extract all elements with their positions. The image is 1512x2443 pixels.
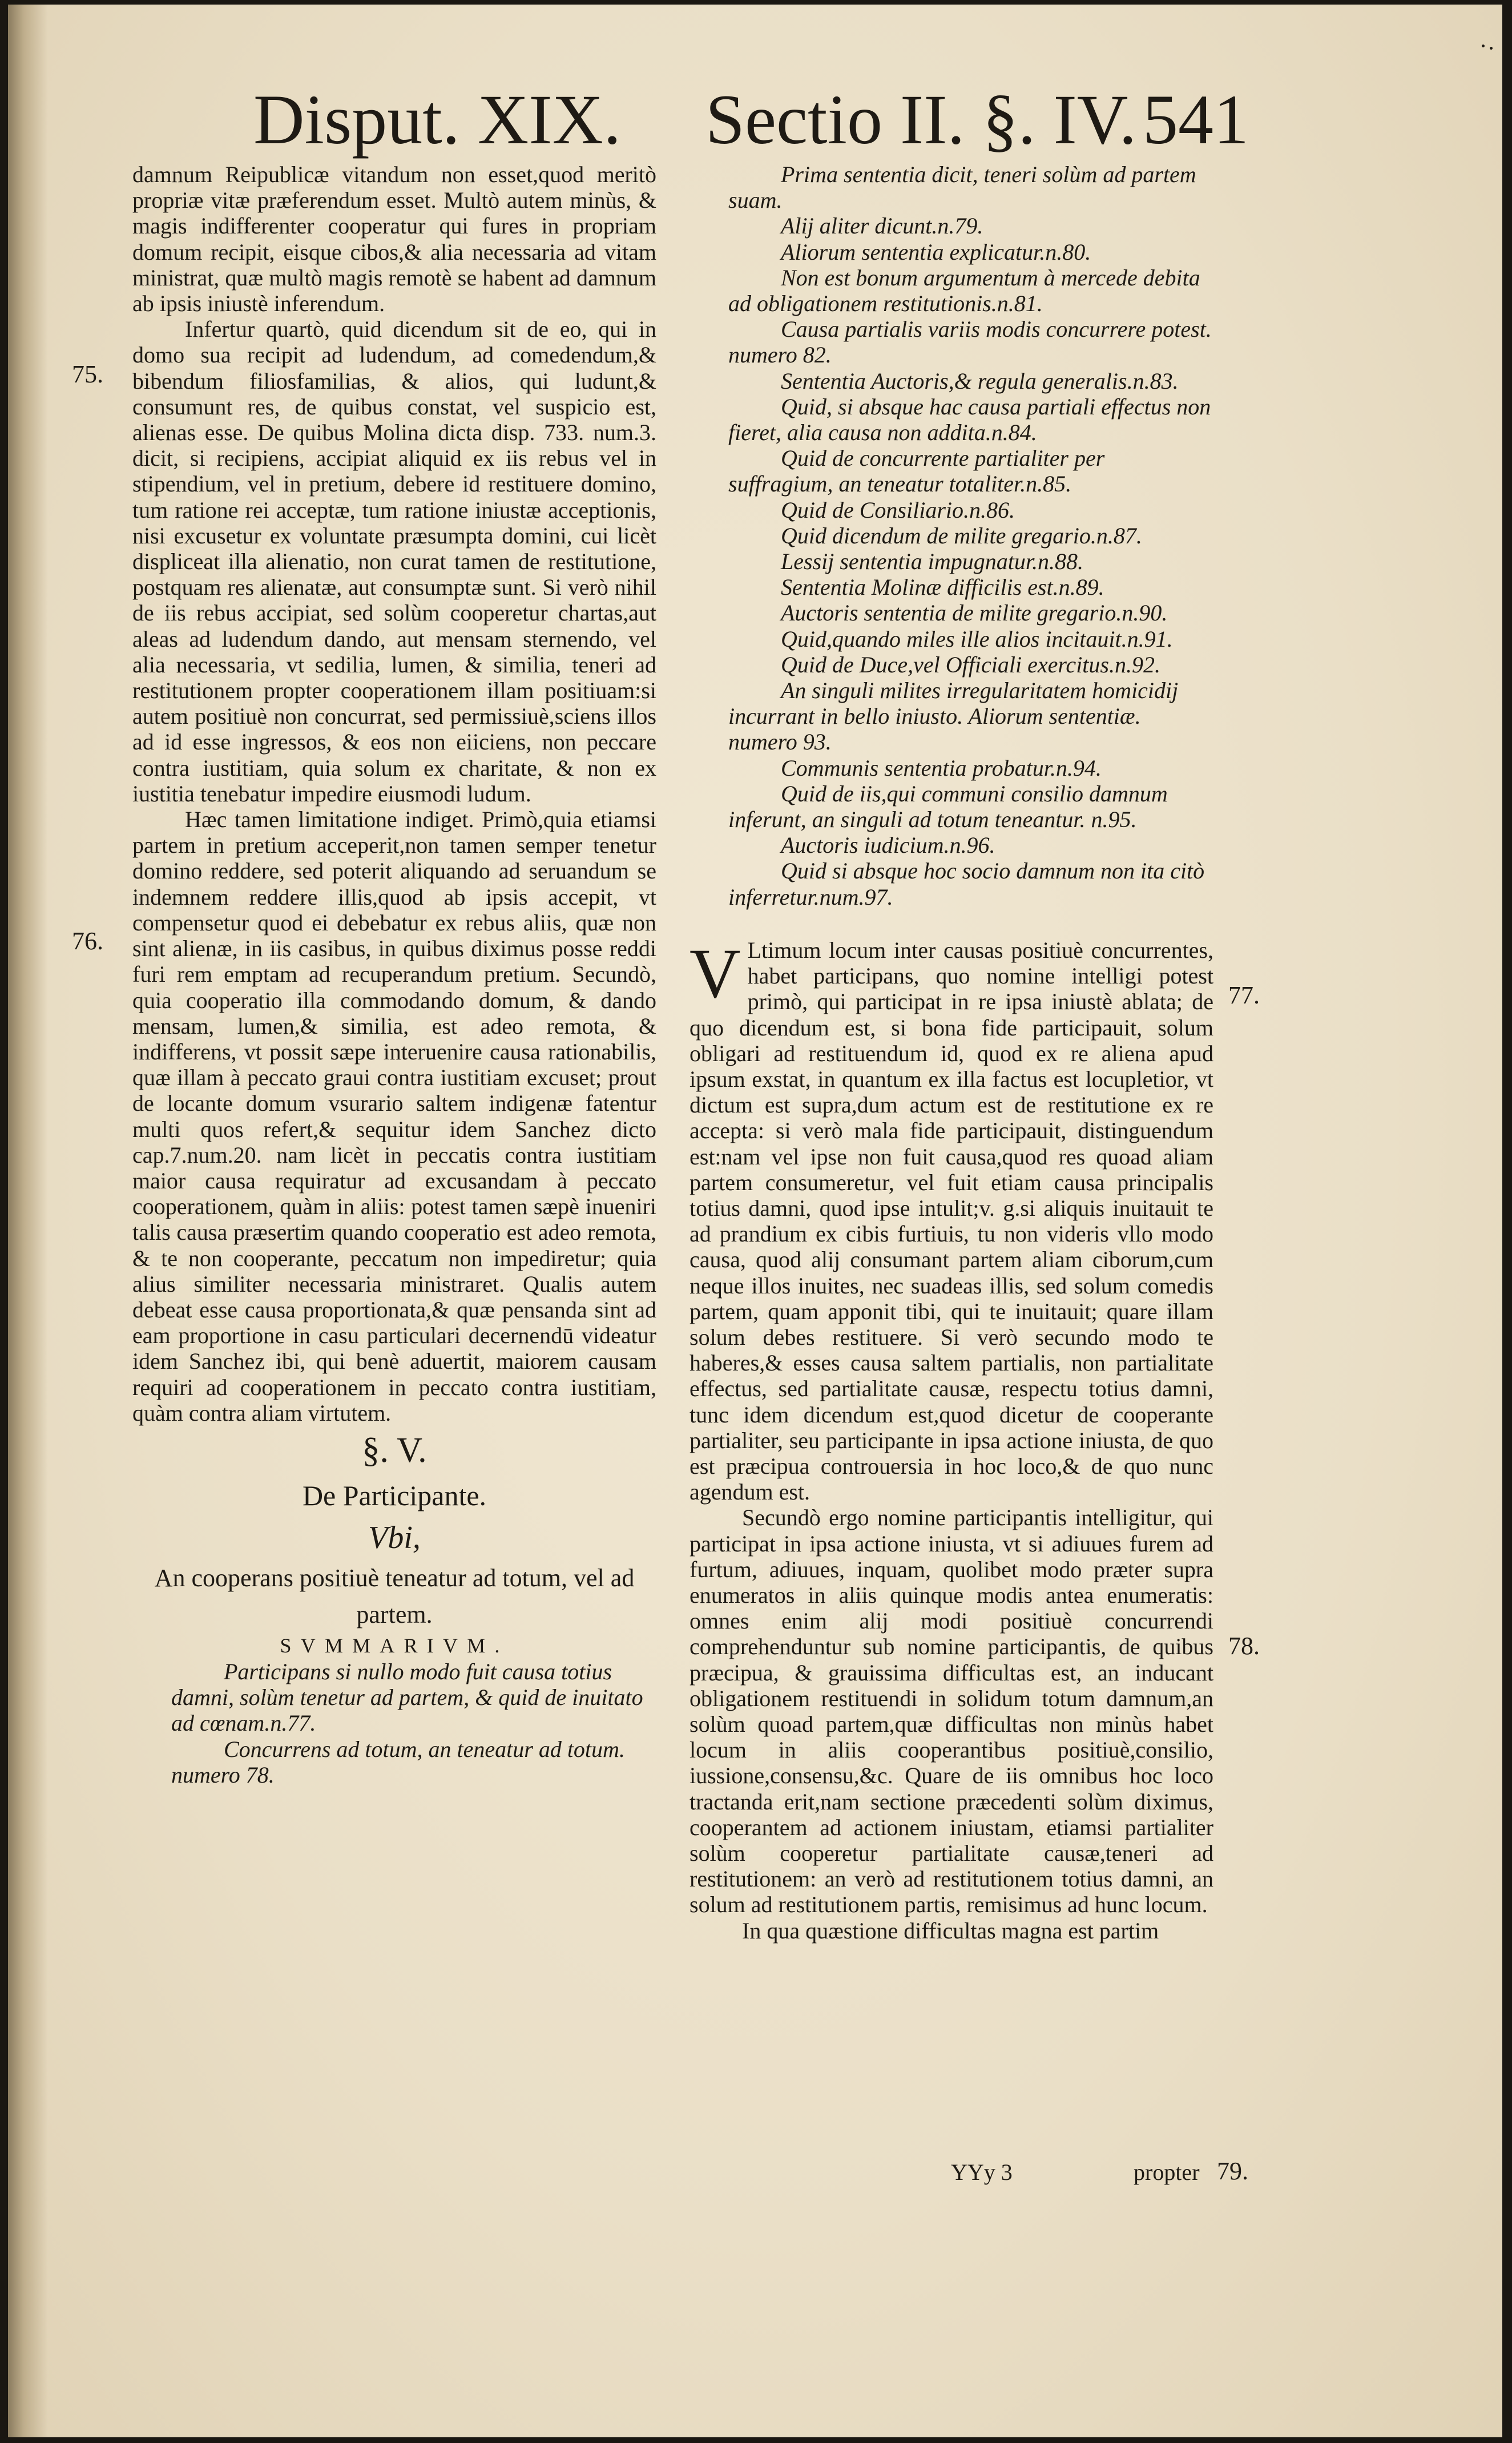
margin-number-75: 75.	[72, 360, 103, 388]
paragraph-76: Hæc tamen limitatione indiget. Primò,quia etiamsi partem in pretium acceperit,non tamen semper tenetur domino reddere, sed poterit aliquando ad seruandum se indemnem reddere illis,quod ab ipsis accepit, vt compensetur quod ei debebatur ex rebus aliis, quæ non sint alienæ, in iis casibus, in quibus diximus posse reddi furi rem emptam ad recuperandum pretium. Secundò, quia cooperatio illa commodando domum, & dando mensam, lumen,& similia, est adeo remota, & indifferens, vt possit sæpe interuenire causa rationabilis, quæ illam à peccato graui contra iustitiam excuset; prout de locante domum vsurario saltem indigenæ fatentur multi quos refert,& sequitur idem Sanchez dicto cap.7.num.20. nam licèt in peccatis contra iustitiam maior causa requiratur ad excusandam à peccato cooperationem, quàm in aliis: potest tamen sæpè inueniri talis causa præsertim quando cooperatio est adeo remota, & te non cooperante, peccatum non impediretur; quia alius similiter necessaria ministraret. Qualis autem debeat esse causa proportionata,& quæ pensanda sint ad eam proportione in casu particulari decernendū videatur idem Sanchez ibi, qui benè aduertit, maiorem causam requiri ad cooperationem in peccato contra iustitiam, quàm contra aliam virtutem.	[132, 807, 656, 1426]
vbi-heading: Vbi,	[368, 1519, 421, 1555]
drop-cap: V	[690, 934, 741, 1013]
summary-item: Quid,quando miles ille alios incitauit.n.91.	[781, 626, 1173, 652]
margin-number-76: 76.	[72, 927, 103, 955]
summary-item: Aliorum sententia explicatur.n.80.	[781, 239, 1091, 265]
margin-number-77: 77.	[1228, 981, 1260, 1009]
right-column	[690, 162, 1213, 1944]
summary-item: Prima sententia dicit, teneri solùm ad partem suam.	[728, 162, 1196, 213]
catchword: propter	[1134, 2159, 1200, 2185]
binding-gutter	[8, 5, 48, 2437]
summary-item: Causa partialis variis modis concurrere potest. numero 82.	[728, 316, 1212, 368]
summary-item: Auctoris sententia de milite gregario.n.90.	[781, 600, 1168, 626]
margin-number-79: 79.	[1217, 2157, 1248, 2185]
summary-item: Quid de Consiliario.n.86.	[781, 497, 1015, 523]
summarium-heading: SVMMARIVM.	[280, 1634, 509, 1657]
edge-speck	[1482, 45, 1485, 47]
summary-item: Sententia Auctoris,& regula generalis.n.83.	[781, 368, 1179, 394]
page-number: 541	[1143, 80, 1249, 159]
section-mark: §. V.	[362, 1430, 427, 1470]
summary-item: Participans si nullo modo fuit causa totius damni, solùm tenetur ad partem, & quid de inuitato ad cœnam.n.77.	[171, 1658, 643, 1736]
paragraph-77	[690, 934, 1213, 1505]
summary-item: Quid de concurrente partialiter per suffragium, an teneatur totaliter.n.85.	[728, 445, 1105, 497]
summary-item: Quid de Duce,vel Officiali exercitus.n.92.	[781, 651, 1160, 678]
summary-item: Non est bonum argumentum à mercede debita ad obligationem restitutionis.n.81.	[728, 264, 1200, 317]
margin-number-78: 78.	[1228, 1632, 1260, 1660]
summary-item: Concurrens ad totum, an teneatur ad totum. numero 78.	[171, 1736, 625, 1788]
left-column	[132, 162, 656, 1788]
running-head-right: Sectio II. §. IV.	[705, 80, 1137, 159]
summary-item: Alij aliter dicunt.n.79.	[781, 213, 983, 239]
summary-item: Quid dicendum de milite gregario.n.87.	[781, 522, 1142, 549]
summary-item: Lessij sententia impugnatur.n.88.	[781, 549, 1084, 575]
summary-item: Quid de iis,qui communi consilio damnum inferunt, an singuli ad totum teneantur. n.95.	[728, 780, 1168, 833]
section-title: De Participante.	[302, 1479, 487, 1511]
signature-mark: YYy 3	[951, 2159, 1013, 2185]
paragraph-79: In qua quæstione difficultas magna est partim	[742, 1917, 1159, 1944]
summary-item: An singuli milites irregularitatem homicidij incurrant in bello iniusto. Aliorum sententiæ. numero 93.	[728, 678, 1179, 755]
summary-item: Quid, si absque hac causa partiali effectus non fieret, alia causa non addita.n.84.	[728, 393, 1211, 446]
paragraph-78: Secundò ergo nomine participantis intelligitur, qui participat in ipsa actione iniusta, vt si adiuues furem ad furtum, adiuues, inquam, quolibet modo præter supra enumeratos in aliis quinque modis antea enumeratis: omnes enim alij modi positiuè concurrendi comprehenduntur sub nomine participantis, de quibus præcipua, & grauissima difficultas est, an inducant obligationem restituendi in solidum totum damnum,an solùm quoad partem,quæ difficultas non minùs habet locum in aliis cooperantibus positiuè,consilio, iussione,consensu,&c. Quare de iis omnibus hoc loco tractanda erit,nam sectione præcedenti solùm diximus, cooperantem ad actionem iniustam, etiamsi partialiter solùm cooperetur partialitate causæ,teneri ad restitutionem: an verò ad restitutionem totius damni, an solum ad restitutionem partis, remisimus ad hunc locum.	[690, 1505, 1213, 1918]
paragraph: damnum Reipublicæ vitandum non esset,quod meritò propriæ vitæ præferendum esset. Multò autem minùs, & magis indifferenter cooperatur qui fures in propriam domum recipit, eisque cibos,& alia necessaria ad vitam ministrat, quæ multò magis remotè se habent ad damnum ab ipsis iniustè inferendum.	[132, 162, 656, 317]
book-page	[8, 5, 1502, 2437]
paragraph-77-text: Ltimum locum inter causas positiuè concurrentes, habet participans, quo nomine intelligi potest primò, qui participat in re ipsa iniustè ablata; de quo dicendum est, si bona fide participauit, solum obligari ad restituendum id, quod ex re aliena apud ipsum exstat, in quantum ex illa factus est locupletior, vt dictum est supra,dum actum est de restitutione ex re accepta: si verò mala fide participauit, distinguendum est:nam vel ipse non fuit causa,quod res quoad aliam partem consumeretur, vel fuit etiam causa principalis totius damni, quod ipse intulit;v. g.si aliquis inuitauit te ad prandium ex cibis furtiuis, tu non videris vllo modo causa, quod alij consumant partem aliam ciborum,cum neque illos inuites, nec suadeas illis, sed solum comedis partem, quam apponit tibi, qui te inuitauit; quare illam solum debes restituere. Si verò secundo modo te haberes,& esses causa saltem partialis, non partialitate effectus, sed partialitate causæ, respectu totius damni, tunc idem dicendum est,quod dicetur de cooperante partialiter, seu participante in ipsa actione iniusta, de quo est præcipua controuersia in hoc loco,& de quo nunc agendum est.	[690, 937, 1213, 1505]
summary-item: Sententia Molinæ difficilis est.n.89.	[781, 574, 1104, 600]
paragraph-75: Infertur quartò, quid dicendum sit de eo, qui in domo sua recipit ad ludendum, ad comedendum,& bibendum filiosfamilias, & alios, qui ludunt,& consumunt res, de quibus constat, vel suspicio est, alienas esse. De quibus Molina dicta disp. 733. num.3. dicit, si recipiens, accipiat aliquid ex iis rebus vel in stipendium, vel in pretium, debere id restituere domino, tum ratione rei acceptæ, tum ratione iniustæ acceptionis, nisi excusetur ex voluntate præsumpta domini, cui licèt displiceat illa alienatio, non curat tamen de restitutione, postquam res alienatæ, aut consumptæ sunt. Si verò nihil de iis rebus accipiat, sed solùm cooperetur chartas,aut aleas ad ludendum dando, aut mensam sternendo, vel alia necessaria, vt sedilia, lumen, & similia, teneri ad restitutionem propter cooperationem illam positiuam:si autem positiuè non concurrat, sed permissiuè,sciens illos ad id esse ingressos, & eos non eiiciens, non peccare contra iustitiam, quia solum ex charitate, & non ex iustitia tenebatur impedire eiusmodi ludum.	[132, 316, 656, 807]
running-head-left: Disput. XIX.	[253, 80, 622, 159]
summary-item: Communis sententia probatur.n.94.	[781, 755, 1102, 781]
summary-item: Auctoris iudicium.n.96.	[781, 832, 995, 858]
edge-speck	[1490, 47, 1493, 50]
summary-item: Quid si absque hoc socio damnum non ita citò inferretur.num.97.	[728, 858, 1205, 910]
section-question: An cooperans positiuè teneatur ad totum, vel ad partem.	[154, 1564, 635, 1628]
